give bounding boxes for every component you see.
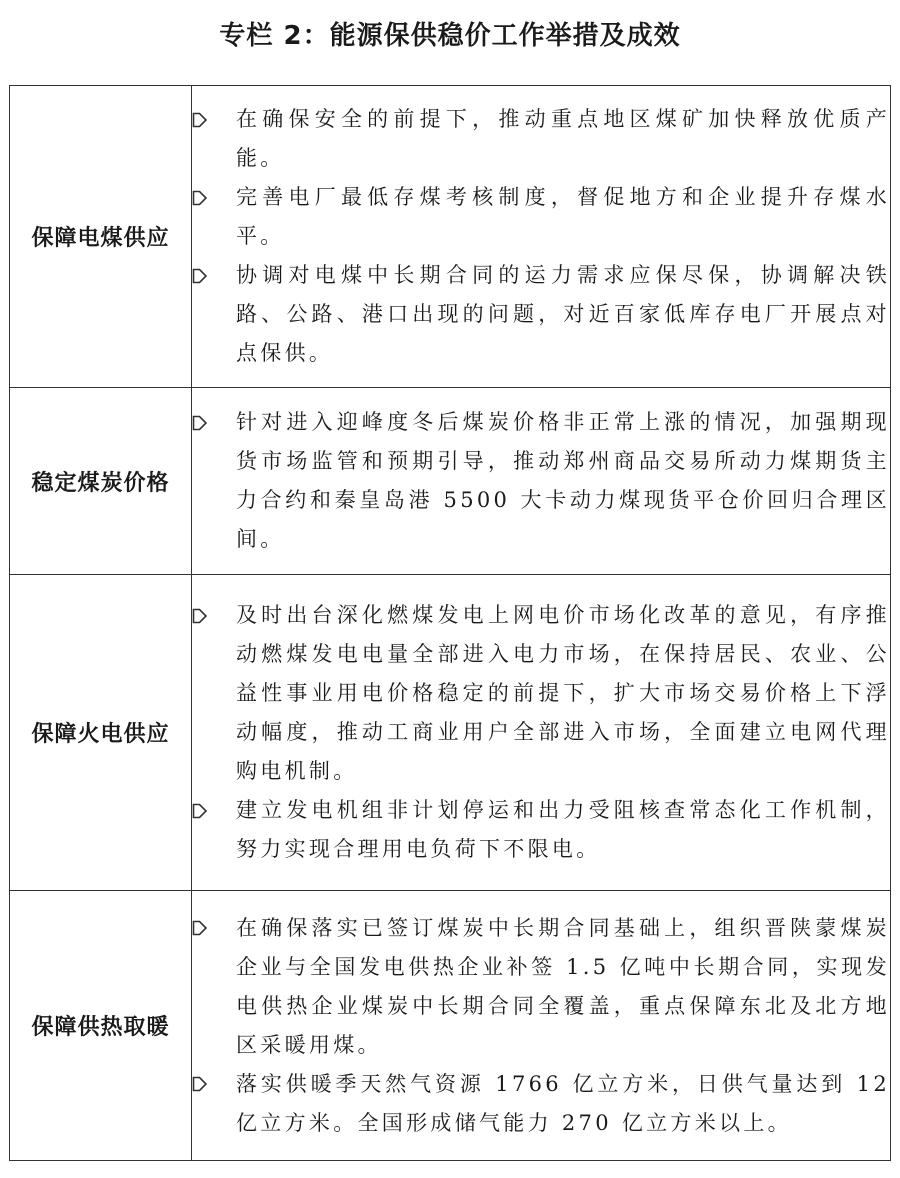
list-item: [192, 1065, 890, 1143]
arrow-bullet-icon: [192, 791, 236, 830]
row-content: [192, 575, 891, 891]
arrow-bullet-icon: [192, 909, 236, 948]
list-item: [192, 403, 890, 559]
measures-table: [9, 85, 891, 1161]
item-text: 建立发电机组非计划停运和出力受阻核查常态化工作机制，努力实现合理用电负荷下不限电。: [236, 798, 890, 861]
item-text: 在确保安全的前提下，推动重点地区煤矿加快释放优质产能。: [236, 107, 890, 170]
arrow-bullet-icon: [192, 178, 236, 217]
table-row: [10, 388, 891, 575]
column-title: 专栏 2：能源保供稳价工作举措及成效: [219, 21, 681, 51]
arrow-bullet-icon: [192, 256, 236, 295]
table-row: [10, 891, 891, 1161]
list-item: [192, 909, 890, 1065]
item-text: 及时出台深化燃煤发电上网电价市场化改革的意见，有序推动燃煤发电电量全部进入电力市场，在保持居民、农业、公益性事业用电价格稳定的前提下，扩大市场交易价格上下浮动幅度，推动工商业用户全部进入市场，全面建立电网代理购电机制。: [236, 603, 890, 783]
list-item: [192, 791, 890, 869]
arrow-bullet-icon: [192, 1065, 236, 1104]
row-content: [192, 86, 891, 388]
arrow-bullet-icon: [192, 596, 236, 635]
table-row: [10, 575, 891, 891]
list-item: [192, 256, 890, 373]
list-item: [192, 100, 890, 178]
list-item: [192, 178, 890, 256]
table-row: [10, 86, 891, 388]
item-text: 落实供暖季天然气资源 1766 亿立方米，日供气量达到 12 亿立方米。全国形成储气能力 270 亿立方米以上。: [236, 1071, 890, 1135]
arrow-bullet-icon: [192, 100, 236, 139]
item-text: 完善电厂最低存煤考核制度，督促地方和企业提升存煤水平。: [236, 185, 890, 248]
item-text: 在确保落实已签订煤炭中长期合同基础上，组织晋陕蒙煤炭企业与全国发电供热企业补签 1.5 亿吨中长期合同，实现发电供热企业煤炭中长期合同全覆盖，重点保障东北及北方地区采暖用煤。: [236, 915, 890, 1057]
row-category: 稳定煤炭价格: [10, 388, 192, 575]
list-item: [192, 596, 890, 791]
row-category: 保障火电供应: [10, 575, 192, 891]
row-content: [192, 891, 891, 1161]
row-category: 保障供热取暖: [10, 891, 192, 1161]
row-category: 保障电煤供应: [10, 86, 192, 388]
arrow-bullet-icon: [192, 403, 236, 442]
item-text: 针对进入迎峰度冬后煤炭价格非正常上涨的情况，加强期现货市场监管和预期引导，推动郑州商品交易所动力煤期货主力合约和秦皇岛港 5500 大卡动力煤现货平仓价回归合理区间。: [236, 410, 890, 551]
item-text: 协调对电煤中长期合同的运力需求应保尽保，协调解决铁路、公路、港口出现的问题，对近百家低库存电厂开展点对点保供。: [236, 263, 890, 365]
row-content: [192, 388, 891, 575]
